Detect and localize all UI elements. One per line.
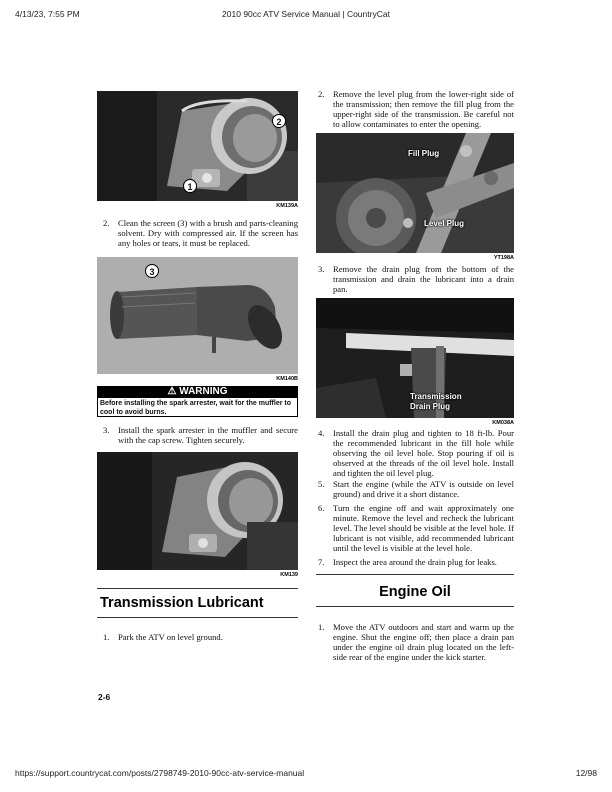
photo-muffler-callouts [97,91,298,201]
warning-text: Before installing the spark arrester, wait for the muffler to cool to avoid burns. [97,398,298,417]
print-datetime: 4/13/23, 7:55 PM [15,9,80,19]
step-remove-level-plug: 2. Remove the level plug from the lower-right side of the transmission; then remove the fill plug from the upper-right side of the transmission. Be careful not to allow contaminates to enter the opening. [318,89,514,129]
figure-code-km140b: KM140B [276,376,298,382]
warning-triangle-icon: ⚠ [167,386,177,397]
callout-3: 3 [145,264,159,278]
label-level-plug: Level Plug [424,219,465,228]
step-remove-drain-plug: 3. Remove the drain plug from the bottom of the transmission and drain the lubricant into a drain pan. [318,264,514,294]
step-clean-screen: 2. Clean the screen (3) with a brush and parts-cleaning solvent. Dry with compressed air. If the screen has any holes or tears, it must be replaced. [103,218,298,248]
step-install-drain-plug: 4. Install the drain plug and tighten to 18 ft-lb. Pour the recommended lubricant in the fill hole while observing the oil level hole. Stop pouring if oil is observed at the threads of the oil level hole. Install and tighten the oil level plug. [318,428,514,478]
photo-spark-arrester-screen [97,257,298,374]
print-page-title: 2010 90cc ATV Service Manual | CountryCat [222,9,390,19]
label-fill-plug: Fill Plug [408,149,440,158]
step-install-spark-arrester: 3. Install the spark arrester in the muffler and secure with the cap screw. Tighten securely. [103,425,298,445]
page-number: 2-6 [98,692,111,702]
callout-2: 2 [272,114,286,128]
step-inspect-leaks: 7. Inspect the area around the drain plug for leaks. [318,557,497,567]
figure-code-km139: KM139 [280,572,298,578]
label-transmission: Transmission [410,392,462,401]
section-rule-bottom [97,617,298,618]
section-title-transmission-lubricant: Transmission Lubricant [100,595,264,611]
print-url: https://support.countrycat.com/posts/2798749-2010-90cc-atv-service-manual [15,768,305,778]
step-start-engine: 5. Start the engine (while the ATV is outside on level ground) and drive it a short distance. [318,479,514,499]
print-page-count: 12/98 [575,768,597,778]
section-rule-top [97,588,298,589]
figure-code-km038a: KM038A [492,420,514,426]
warning-title: WARNING [179,386,228,397]
step-park-atv: 1. Park the ATV on level ground. [103,632,223,642]
callout-1: 1 [183,179,197,193]
section-title-engine-oil: Engine Oil [379,584,451,600]
figure-code-yt198a: YT198A [493,255,514,261]
figure-code-km139a: KM139A [276,203,298,209]
step-warm-up-engine: 1. Move the ATV outdoors and start and warm up the engine. Shut the engine off; then place a drain pan under the engine oil drain plug located on the left-side rear of the engine under the kick starter. [318,622,514,662]
photo-muffler-installed [97,452,298,570]
label-drain-plug: Drain Plug [410,402,451,411]
section-rule-bottom-engine [316,606,514,607]
warning-header [97,386,298,398]
step-turn-engine-off: 6. Turn the engine off and wait approximately one minute. Remove the level and recheck the lubricant level. The level should be visible at the level hole. If lubricant is not visible, add recommended lubricant until the level is visible at the level hole. [318,503,514,553]
section-rule-top-engine [316,574,514,575]
